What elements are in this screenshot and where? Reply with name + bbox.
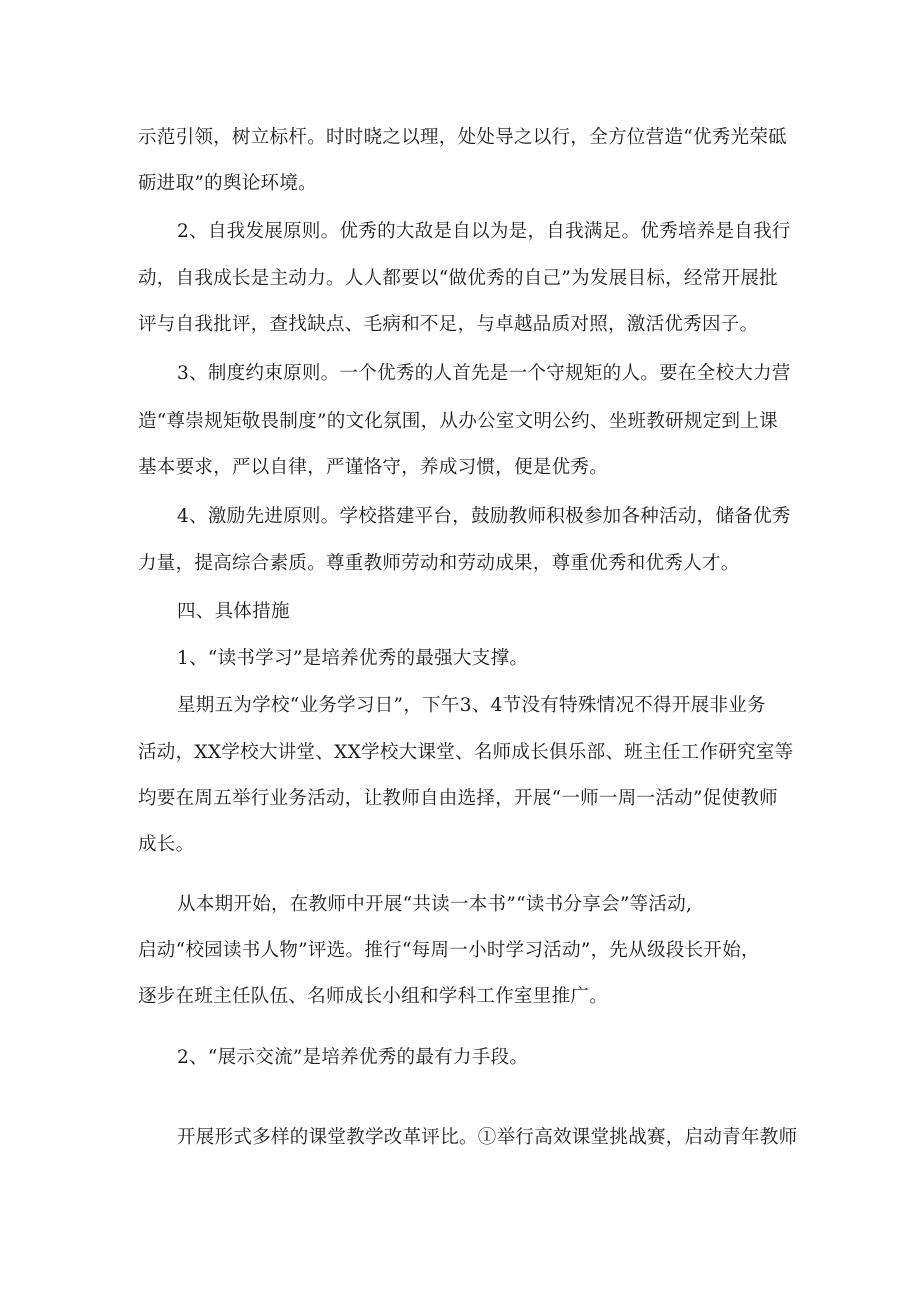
text-line: 3、制度约束原则。一个优秀的人首先是一个守规矩的人。要在全校大力营: [177, 363, 791, 384]
text-line: 均要在周五举行业务活动，让教师自由选择，开展“一师一周一活动”促使教师: [138, 788, 778, 809]
subsection-heading: 2、“展示交流”是培养优秀的最有力手段。: [177, 1047, 529, 1068]
text-line: 力量，提高综合素质。尊重教师劳动和劳动成果，尊重优秀和优秀人才。: [138, 553, 740, 574]
text-line: 活动，XX学校大讲堂、XX学校大课堂、名师成长俱乐部、班主任工作研究室等: [138, 742, 794, 763]
text-line: 评与自我批评，查找缺点、毛病和不足，与卓越品质对照，激活优秀因子。: [138, 314, 759, 335]
text-line: 启动“校园读书人物”评选。推行“每周一小时学习活动”，先从级段长开始，: [138, 940, 760, 961]
text-line: 4、激励先进原则。学校搭建平台，鼓励教师积极参加各种活动，储备优秀: [177, 506, 791, 527]
text-line: 示范引领，树立标杆。时时晓之以理，处处导之以行，全方位营造“优秀光荣砥: [138, 127, 787, 148]
text-line: 成长。: [138, 834, 195, 855]
text-line: 砺进取”的舆论环境。: [138, 173, 317, 194]
section-heading: 四、具体措施: [177, 601, 290, 622]
subsection-heading: 1、“读书学习”是培养优秀的最强大支撑。: [177, 648, 529, 669]
text-line: 从本期开始，在教师中开展“共读一本书”“读书分享会”等活动,: [177, 894, 693, 915]
text-line: 2、自我发展原则。优秀的大敌是自以为是，自我满足。优秀培养是自我行: [177, 221, 791, 242]
text-line: 开展形式多样的课堂教学改革评比。①举行高效课堂挑战赛，启动青年教师: [177, 1127, 798, 1148]
text-line: 动，自我成长是主动力。人人都要以“做优秀的自己”为发展目标，经常开展批: [138, 268, 778, 289]
text-line: 造“尊崇规矩敬畏制度”的文化氛围，从办公室文明公约、坐班教研规定到上课: [138, 411, 778, 432]
text-line: 星期五为学校“业务学习日”，下午3、4节没有特殊情况不得开展非业务: [177, 695, 766, 716]
text-line: 逐步在班主任队伍、名师成长小组和学科工作室里推广。: [138, 986, 609, 1007]
text-line: 基本要求，严以自律，严谨恪守，养成习惯，便是优秀。: [138, 457, 609, 478]
